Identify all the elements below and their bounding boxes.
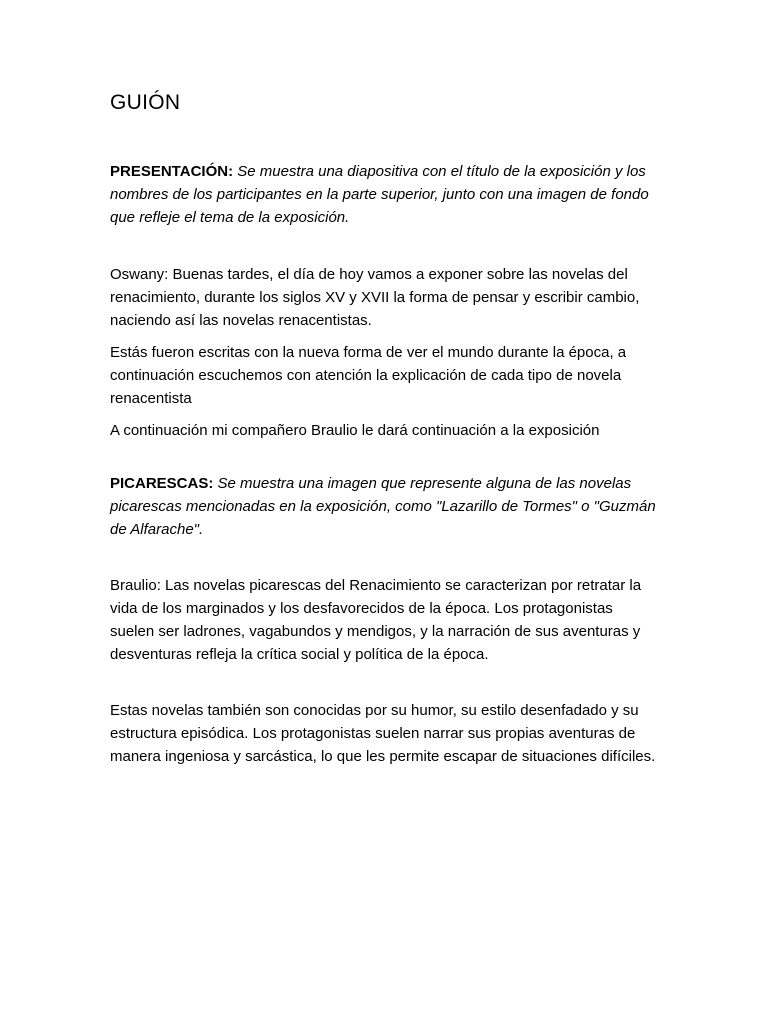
picarescas-label: PICARESCAS: [110,475,214,492]
picarescas-direction: Se muestra una imagen que represente alguna de las novelas picarescas mencionadas en la exposición, como "Lazarillo de Tormes" o "Guzmán de Alfarache". [110,475,656,538]
presentacion-label: PRESENTACIÓN: [110,163,234,180]
oswany-paragraph-3: A continuación mi compañero Braulio le dará continuación a la exposición [110,422,600,439]
presentacion-direction: Se muestra una diapositiva con el título de la exposición y los nombres de los participantes en la parte superior, junto con una imagen de fondo que refleje el tema de la exposición. [110,163,649,226]
oswany-paragraph-1: Oswany: Buenas tardes, el día de hoy vamos a exponer sobre las novelas del renacimiento, durante los siglos XV y XVII la forma de pensar y escribir cambio, naciendo así las novelas renacentistas. [110,266,640,329]
document-body [110,90,658,768]
picarescas-section [110,472,658,541]
oswany-paragraph-2: Estás fueron escritas con la nueva forma de ver el mundo durante la época, a continuación escuchemos con atención la explicación de cada tipo de novela renacentista [110,344,627,407]
presentacion-section [110,160,658,229]
document-title: GUIÓN [110,91,181,114]
braulio-paragraph-2: Estas novelas también son conocidas por su humor, su estilo desenfadado y su estructura episódica. Los protagonistas suelen narrar sus propias aventuras de manera ingeniosa y sarcástica, lo que les permite escapar de situaciones difíciles. [110,702,656,765]
braulio-paragraph-1: Braulio: Las novelas picarescas del Renacimiento se caracterizan por retratar la vida de los marginados y los desfavorecidos de la época. Los protagonistas suelen ser ladrones, vagabundos y mendigos, y la narración de sus aventuras y desventuras refleja la crítica social y política de la época. [110,577,642,663]
